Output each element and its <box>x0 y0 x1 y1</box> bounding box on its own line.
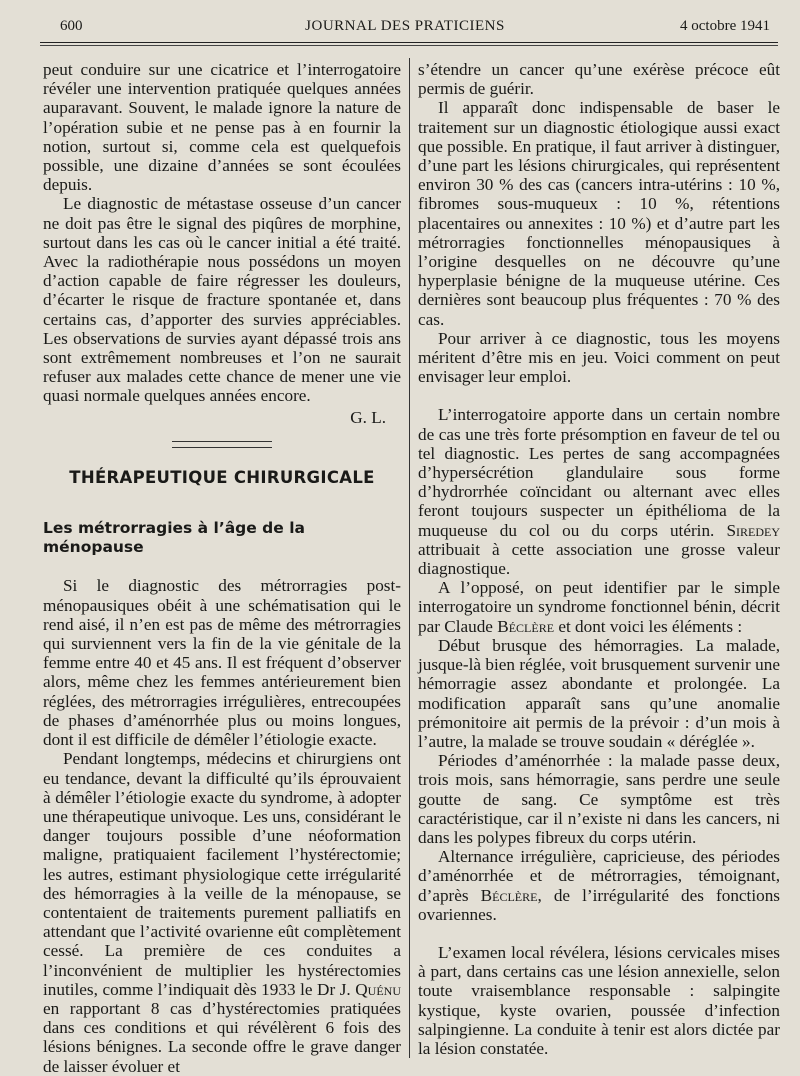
author-name-beclere-2: Béclère <box>480 885 538 905</box>
author-signature: G. L. <box>350 407 386 427</box>
page-number: 600 <box>60 18 83 34</box>
running-header <box>40 18 770 40</box>
journal-title: JOURNAL DES PRATICIENS <box>305 18 505 34</box>
right-column <box>418 60 780 1058</box>
author-name-beclere: Béclère <box>497 616 555 636</box>
right-paragraph-1: s’étendre un cancer qu’une exérèse précoce eût permis de guérir. <box>418 60 780 99</box>
right-paragraph-4: L’interrogatoire apporte dans un certain nombre de cas une très forte présomption en faveur de tel ou tel diagnostic. Les pertes de sang accompagnées d’hypersécrétion glandulaire sous forme d’hydrorrhée coïncidant ou alternant avec elles feront toujours suspecter un épithélioma de la muqueuse du col ou du corps utérin. Siredey attribuait à cette association une grosse valeur diagnostique. <box>418 405 780 579</box>
right-paragraph-9: L’examen local révélera, lésions cervicales mises à part, dans certains cas une lésion annexielle, selon toute vraisemblance responsable : salpingite kystique, kyste ovarien, poussée d’infection salpingienne. La conduite à tenir est alors dictée par la lésion constatée. <box>418 942 780 1058</box>
left-paragraph-2: Le diagnostic de métastase osseuse d’un cancer ne doit pas être le signal des piqûres de morphine, surtout dans les cas où le cancer initial a été traité. Avec la radiothérapie nous possédons un moyen d’action capable de faire régresser les douleurs, d’écarter le risque de fracture spontanée et, dans certains cas, d’apporter des survies appréciables. Les observations de survies ayant dépassé trois ans sont extrêmement nombreuses et l’on ne saurait refuser aux malades cette chance de mener une vie quasi normale quelques années encore. <box>43 194 401 406</box>
left-paragraph-4: Pendant longtemps, médecins et chirurgiens ont eu tendance, devant la difficulté qu’ils éprouvaient à démêler l’étiologie exacte du syndrome, à adopter une thérapeutique univoque. Les uns, considérant le danger toujours possible d’une néoformation maligne, pratiquaient facilement l’hystérectomie; les autres, estimant physiologique cette irrégularité des hémorragies à la veille de la ménopause, se contentaient de traitements purement palliatifs en attendant que l’activité ovarienne eût complètement cessé. La première de ces conduites a l’inconvénient de multiplier les hystérectomies inutiles, comme l’indiquait dès 1933 le Dr J. Quénu en rapportant 8 cas d’hystérectomies pratiquées dans ces conditions et qui révélèrent 6 fois des lésions bénignes. La seconde offre le grave danger de laisser évoluer et <box>43 749 401 1076</box>
right-paragraph-6: Début brusque des hémorragies. La malade, jusque-là bien réglée, voit brusquement survenir une hémorragie assez abondante et prolongée. La modification apparaît sans qu’une anomalie prémonitoire ait permis de la prévoir : d’un mois à l’autre, la malade se trouve soudain « déréglée ». <box>418 635 780 751</box>
header-rule-thin <box>40 45 778 46</box>
right-paragraph-2: Il apparaît donc indispensable de baser le traitement sur un diagnostic étiologique aussi exact que possible. En pratique, il faut arriver à distinguer, d’une part les lésions chirurgicales, qui représentent environ 30 % des cas (cancers intra-utérins : 10 %, fibromes sous-muqueux : 10 %, rétentions placentaires ou annexites : 10 %) et d’autre part les métrorragies fonctionnelles ménopausiques à l’origine desquelles on ne découvre qu’une hyperplasie bénigne de la muqueuse utérine. Ces dernières sont beaucoup plus fréquentes : 70 % des cas. <box>418 98 780 329</box>
right-paragraph-5: A l’opposé, on peut identifier par le simple interrogatoire un syndrome fonctionnel bénin, décrit par Claude Béclère et dont voici les éléments : <box>418 578 780 636</box>
section-heading: THÉRAPEUTIQUE CHIRURGICALE <box>69 467 375 487</box>
left-paragraph-1: peut conduire sur une cicatrice et l’interrogatoire révéler une intervention pratiquée quelques années auparavant. Souvent, le malade ignore la nature de l’opération subie et ne pense pas à en fournir la notion, surtout si, comme cela est quelquefois possible, une dizaine d’années se sont écoulées depuis. <box>43 60 401 195</box>
left-column <box>43 60 401 1076</box>
left-paragraph-3: Si le diagnostic des métrorragies post-ménopausiques obéit à une schématisation qui le rend aisé, il n’en est pas de même des métrorragies qui surviennent vers la fin de la vie génitale de la femme entre 40 et 45 ans. Il est fréquent d’observer alors, même chez les femmes antérieurement bien réglées, des métrorragies irrégulières, entrecoupées de phases d’aménorrhée plus ou moins longues, dont il est difficile de démêler l’étiologie exacte. <box>43 576 401 750</box>
header-rule <box>40 42 778 43</box>
author-name-quenu: Quénu <box>355 979 401 999</box>
right-paragraph-8: Alternance irrégulière, capricieuse, des périodes d’aménorrhée et de métrorragies, témoignant, d’après Béclère, de l’irrégularité des fonctions ovariennes. <box>418 847 780 924</box>
article-title: Les métrorragies à l’âge de la ménopause <box>43 519 305 557</box>
section-separator <box>172 441 272 448</box>
issue-date: 4 octobre 1941 <box>680 18 770 34</box>
right-paragraph-3: Pour arriver à ce diagnostic, tous les moyens méritent d’être mis en jeu. Voici comment on peut envisager leur emploi. <box>418 328 780 387</box>
right-paragraph-7: Périodes d’aménorrhée : la malade passe deux, trois mois, sans hémorragie, sans perdre une seule goutte de sang. Ce symptôme est très caractéristique, car il n’existe ni dans les cancers, ni dans les polypes fibreux du corps utérin. <box>418 751 780 847</box>
author-name-siredey: Siredey <box>726 520 780 540</box>
column-divider <box>409 58 410 1058</box>
